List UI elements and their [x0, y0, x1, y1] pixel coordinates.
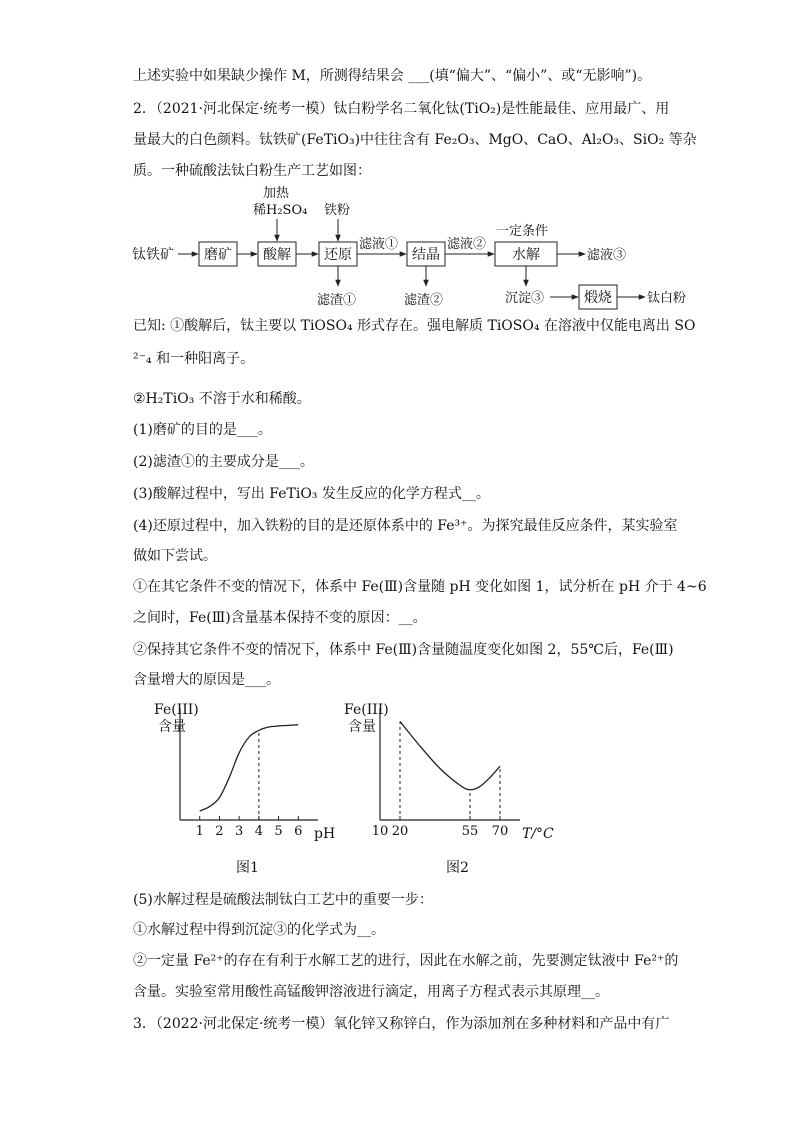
flow-start-label: 钛铁矿	[132, 247, 174, 263]
question-part-1: (1)磨矿的目的是___。	[133, 422, 272, 438]
step-calcine-label: 煅烧	[584, 290, 612, 306]
chart2-ylabel-1: Fe(III)	[344, 702, 389, 718]
step-grind-label: 磨矿	[204, 247, 232, 263]
series-line	[400, 721, 500, 789]
x-tick-label: 20	[391, 824, 409, 839]
text-line: ②H₂TiO₃ 不溶于水和稀酸。	[133, 391, 311, 407]
chart1-ylabel-2: 含量	[158, 719, 186, 735]
question-3-header: 3．（2022·河北保定·统考一模）氧化锌又称锌白，作为添加剂在多种材料和产品中有广	[133, 1016, 670, 1032]
reagent-condition-label: 一定条件	[496, 224, 549, 239]
text-line: 上述实验中如果缺少操作 M，所测得结果会 ___(填“偏大”、“偏小”、或“无影响”)。	[133, 68, 652, 84]
x-tick-label: 1	[195, 824, 204, 839]
known-info-line: 已知: ①酸解后，钛主要以 TiOSO₄ 形式存在。强电解质 TiOSO₄ 在溶液中仅能电离出 SO	[133, 318, 696, 334]
chart2-xlabel: T/°C	[522, 826, 554, 842]
question-part-2: (2)滤渣①的主要成分是___。	[133, 454, 314, 470]
reagent-acid-label: 稀H₂SO₄	[253, 203, 308, 218]
chart-fig2	[340, 700, 560, 880]
filtrate2-label: 滤液②	[447, 237, 487, 252]
text-line: 含量。实验室常用酸性高锰酸钾溶液进行滴定，用离子方程式表示其原理__。	[133, 984, 609, 1000]
residue1-label: 滤渣①	[317, 293, 357, 308]
x-tick-label: 3	[235, 824, 244, 839]
precip3-label: 沉淀③	[505, 291, 545, 306]
chart2-ylabel-2: 含量	[348, 719, 376, 735]
x-tick-label: 6	[294, 824, 303, 839]
chart1-ylabel-1: Fe(III)	[154, 702, 199, 718]
x-tick-label: 5	[274, 824, 283, 839]
step-hydrolysis-label: 水解	[512, 247, 540, 263]
text-line: ②保持其它条件不变的情况下，体系中 Fe(Ⅲ)含量随温度变化如图 2，55℃后，Fe(Ⅲ)	[133, 642, 674, 658]
filtrate3-label: 滤液③	[587, 248, 627, 263]
x-tick-label: 10	[371, 824, 389, 839]
question-part-5: (5)水解过程是硫酸法制钛白工艺中的重要一步：	[133, 892, 433, 908]
residue2-label: 滤渣②	[404, 293, 444, 308]
x-tick-label: 2	[215, 824, 224, 839]
chart1-xlabel: pH	[314, 826, 336, 842]
text-line: 含量增大的原因是___。	[133, 672, 280, 688]
text-line: ①在其它条件不变的情况下，体系中 Fe(Ⅲ)含量随 pH 变化如图 1，试分析在 pH 介于 4~6	[133, 579, 707, 595]
product-label: 钛白粉	[647, 291, 687, 306]
text-line: 之间时，Fe(Ⅲ)含量基本保持不变的原因：__。	[133, 610, 427, 626]
process-flow-diagram	[130, 180, 710, 312]
text-line: ①水解过程中得到沉淀③的化学式为__。	[133, 922, 385, 938]
filtrate1-label: 滤液①	[359, 237, 399, 252]
text-line: ②一定量 Fe²⁺的存在有利于水解工艺的进行，因此在水解之前，先要测定钛液中 Fe²⁺的	[133, 953, 679, 969]
question-2-header: 2．（2021·河北保定·统考一模）钛白粉学名二氧化钛(TiO₂)是性能最佳、应用最广、用	[133, 101, 670, 117]
step-crystal-label: 结晶	[412, 247, 440, 263]
text-line: 质。一种硫酸法钛白粉生产工艺如图：	[133, 163, 371, 179]
step-acid-label: 酸解	[263, 247, 291, 263]
text-line: 做如下尝试。	[133, 548, 217, 564]
chart-fig1	[150, 700, 350, 880]
question-part-3: (3)酸解过程中，写出 FeTiO₃ 发生反应的化学方程式__。	[133, 486, 490, 502]
chart2-caption: 图2	[446, 860, 469, 876]
chart1-caption: 图1	[236, 860, 259, 876]
x-tick-label: 4	[254, 824, 263, 839]
x-tick-label: 55	[461, 824, 479, 839]
step-reduce-label: 还原	[324, 247, 352, 263]
text-line: ²⁻₄ 和一种阳离子。	[133, 351, 255, 367]
question-part-4: (4)还原过程中，加入铁粉的目的是还原体系中的 Fe³⁺。为探究最佳反应条件，某实验室	[133, 518, 678, 534]
text-line: 量最大的白色颜料。钛铁矿(FeTiO₃)中往往含有 Fe₂O₃、MgO、CaO、Al₂O₃、SiO₂ 等杂	[133, 132, 697, 148]
reagent-iron-label: 铁粉	[324, 203, 351, 218]
x-tick-label: 70	[491, 824, 509, 839]
series-line	[200, 725, 299, 811]
reagent-heat-label: 加热	[263, 186, 290, 201]
